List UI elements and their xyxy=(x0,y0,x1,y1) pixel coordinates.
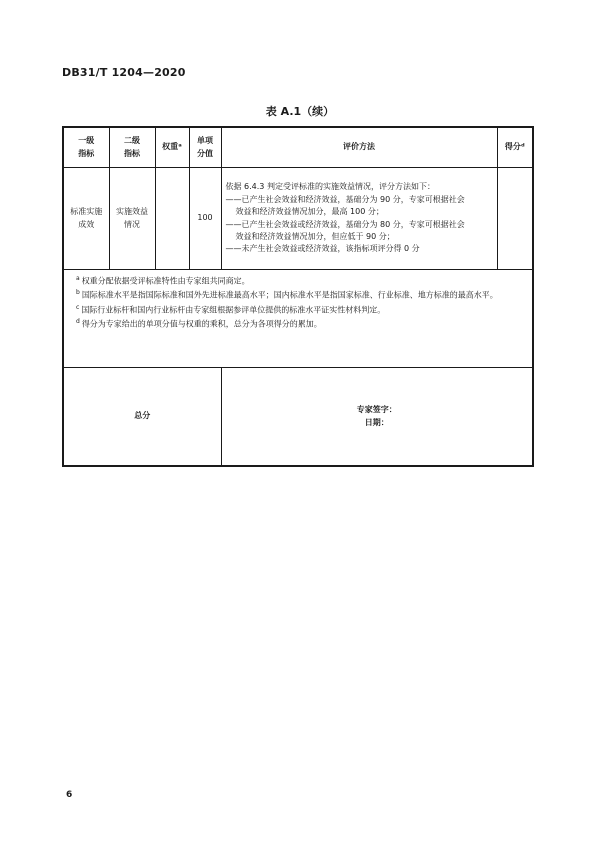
cell-weight xyxy=(155,168,189,270)
method-line: 依据 6.4.3 判定受评标准的实施效益情况，评分方法如下： xyxy=(225,182,435,192)
header-method: 评价方法 xyxy=(221,127,497,168)
cell-level2: 实施效益 情况 xyxy=(109,168,155,270)
note-c: $^c$ 国际行业标杆和国内行业标杆由专家组根据参评单位提供的标准水平证实性材料判定。 xyxy=(76,303,386,315)
method-line: ——已产生社会效益和经济效益，基础分为 90 分，专家可根据社会 xyxy=(225,194,465,204)
note-b: $^b$ 国际标准水平是指国际标准和国外先进标准最高水平；国内标准水平是指国家标准、行业标准、地方标准的最高水平。 xyxy=(76,289,498,301)
header-level2: 二级 指标 xyxy=(109,127,155,168)
signature-cell xyxy=(221,368,533,467)
method-line: 效益和经济效益情况加分，最高 100 分； xyxy=(235,207,384,217)
cell-single-score: 100 xyxy=(189,168,221,270)
header-level1: 一级 指标 xyxy=(63,127,109,168)
page-number: 6 xyxy=(66,790,73,800)
signature-label: 专家签字： xyxy=(356,404,397,414)
evaluation-table xyxy=(62,126,534,467)
note-d: $^d$ 得分为专家给出的单项分值与权重的乘积，总分为各项得分的累加。 xyxy=(76,318,322,330)
date-label: 日期： xyxy=(364,417,389,427)
notes-cell xyxy=(63,270,533,368)
method-line: 效益和经济效益情况加分，但应低于 90 分； xyxy=(235,231,395,241)
notes-row xyxy=(63,270,533,368)
cell-score xyxy=(497,168,533,270)
document-code: DB31/T 1204—2020 xyxy=(62,66,186,79)
header-single-score: 单项 分值 xyxy=(189,127,221,168)
cell-level1: 标准实施 成效 xyxy=(63,168,109,270)
header-weight: 权重ᵃ xyxy=(155,127,189,168)
cell-method xyxy=(221,168,497,270)
header-score: 得分ᵈ xyxy=(497,127,533,168)
table-header-row xyxy=(63,127,533,168)
method-line: ——未产生社会效益或经济效益，该指标项评分得 0 分 xyxy=(225,244,420,254)
table-row xyxy=(63,168,533,270)
note-a: $^a$ 权重分配依据受评标准特性由专家组共同商定。 xyxy=(76,275,250,286)
method-line: ——已产生社会效益或经济效益，基础分为 80 分，专家可根据社会 xyxy=(225,219,465,229)
total-label: 总分 xyxy=(63,368,221,467)
total-row xyxy=(63,368,533,467)
table-caption: 表 A.1（续） xyxy=(265,105,335,118)
